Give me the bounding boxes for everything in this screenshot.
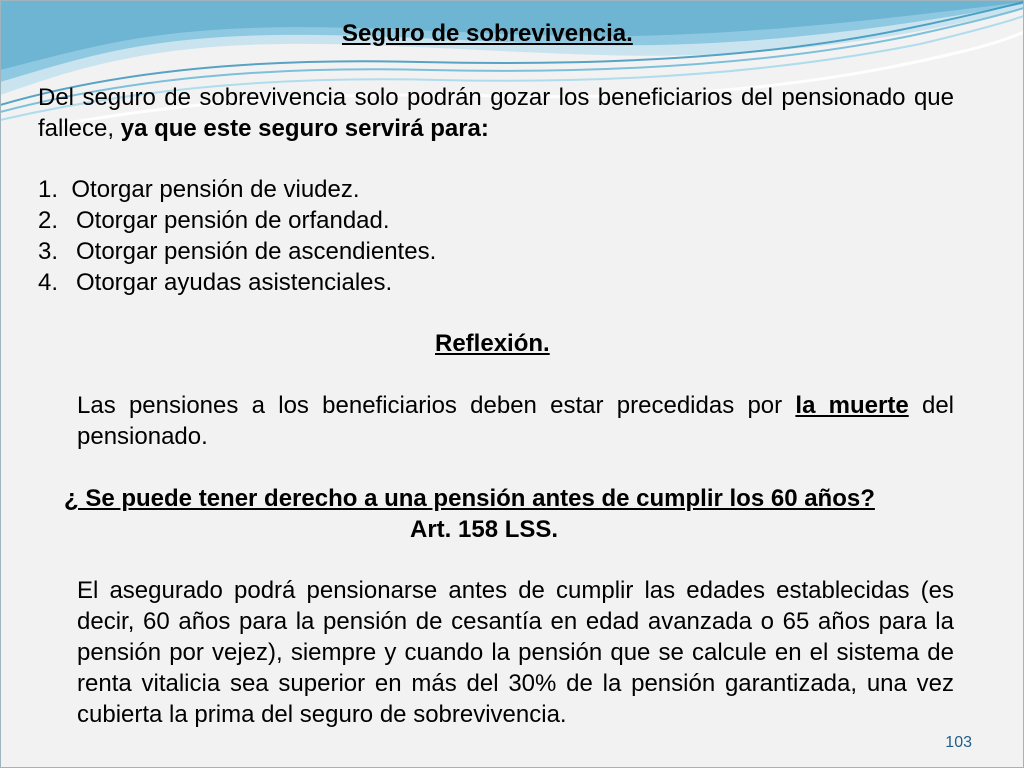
list-item-text: Otorgar pensión de orfandad. bbox=[76, 207, 390, 234]
list-item bbox=[38, 267, 392, 298]
list-item-text: Otorgar pensión de viudez. bbox=[71, 176, 360, 203]
list-item-number: 1. bbox=[38, 176, 59, 203]
list-item bbox=[38, 174, 360, 205]
list-item bbox=[38, 205, 390, 236]
slide-title: Seguro de sobrevivencia. bbox=[342, 20, 633, 47]
article-reference: Art. 158 LSS. bbox=[410, 516, 559, 543]
reflexion-emphasis: la muerte bbox=[795, 392, 909, 419]
list-item-number: 3. bbox=[38, 238, 59, 265]
list-item-text: Otorgar ayudas asistenciales. bbox=[76, 269, 393, 296]
reflexion-text-end: del pensionado. bbox=[77, 392, 955, 450]
intro-bold: ya que este seguro servirá para: bbox=[120, 115, 489, 142]
list-item-text: Otorgar pensión de ascendientes. bbox=[76, 238, 437, 265]
list-item-number: 2. bbox=[38, 207, 59, 234]
intro-text: Del seguro de sobrevivencia solo podrán gozar los beneficiarios del pensionado que fallece, bbox=[38, 84, 954, 142]
list-item bbox=[38, 236, 436, 267]
page-number: 103 bbox=[945, 734, 972, 751]
reflexion-paragraph bbox=[77, 390, 954, 452]
question-heading: ¿ Se puede tener derecho a una pensión antes de cumplir los 60 años? bbox=[64, 485, 875, 512]
reflexion-text: Las pensiones a los beneficiarios deben estar precedidas por bbox=[77, 392, 783, 419]
article-paragraph: El asegurado podrá pensionarse antes de cumplir las edades establecidas (es decir, 60 años para la pensión de cesantía en edad avanzada o 65 años para la pensión por vejez), siempre y cuando la pensión que se calcule en el sistema de renta vitalicia sea superior en más del 30% de la pensión garantizada, una vez cubierta la prima del seguro de sobrevivencia. bbox=[77, 577, 954, 728]
intro-paragraph bbox=[38, 82, 954, 144]
list-item-number: 4. bbox=[38, 269, 59, 296]
reflexion-heading: Reflexión. bbox=[435, 330, 550, 357]
